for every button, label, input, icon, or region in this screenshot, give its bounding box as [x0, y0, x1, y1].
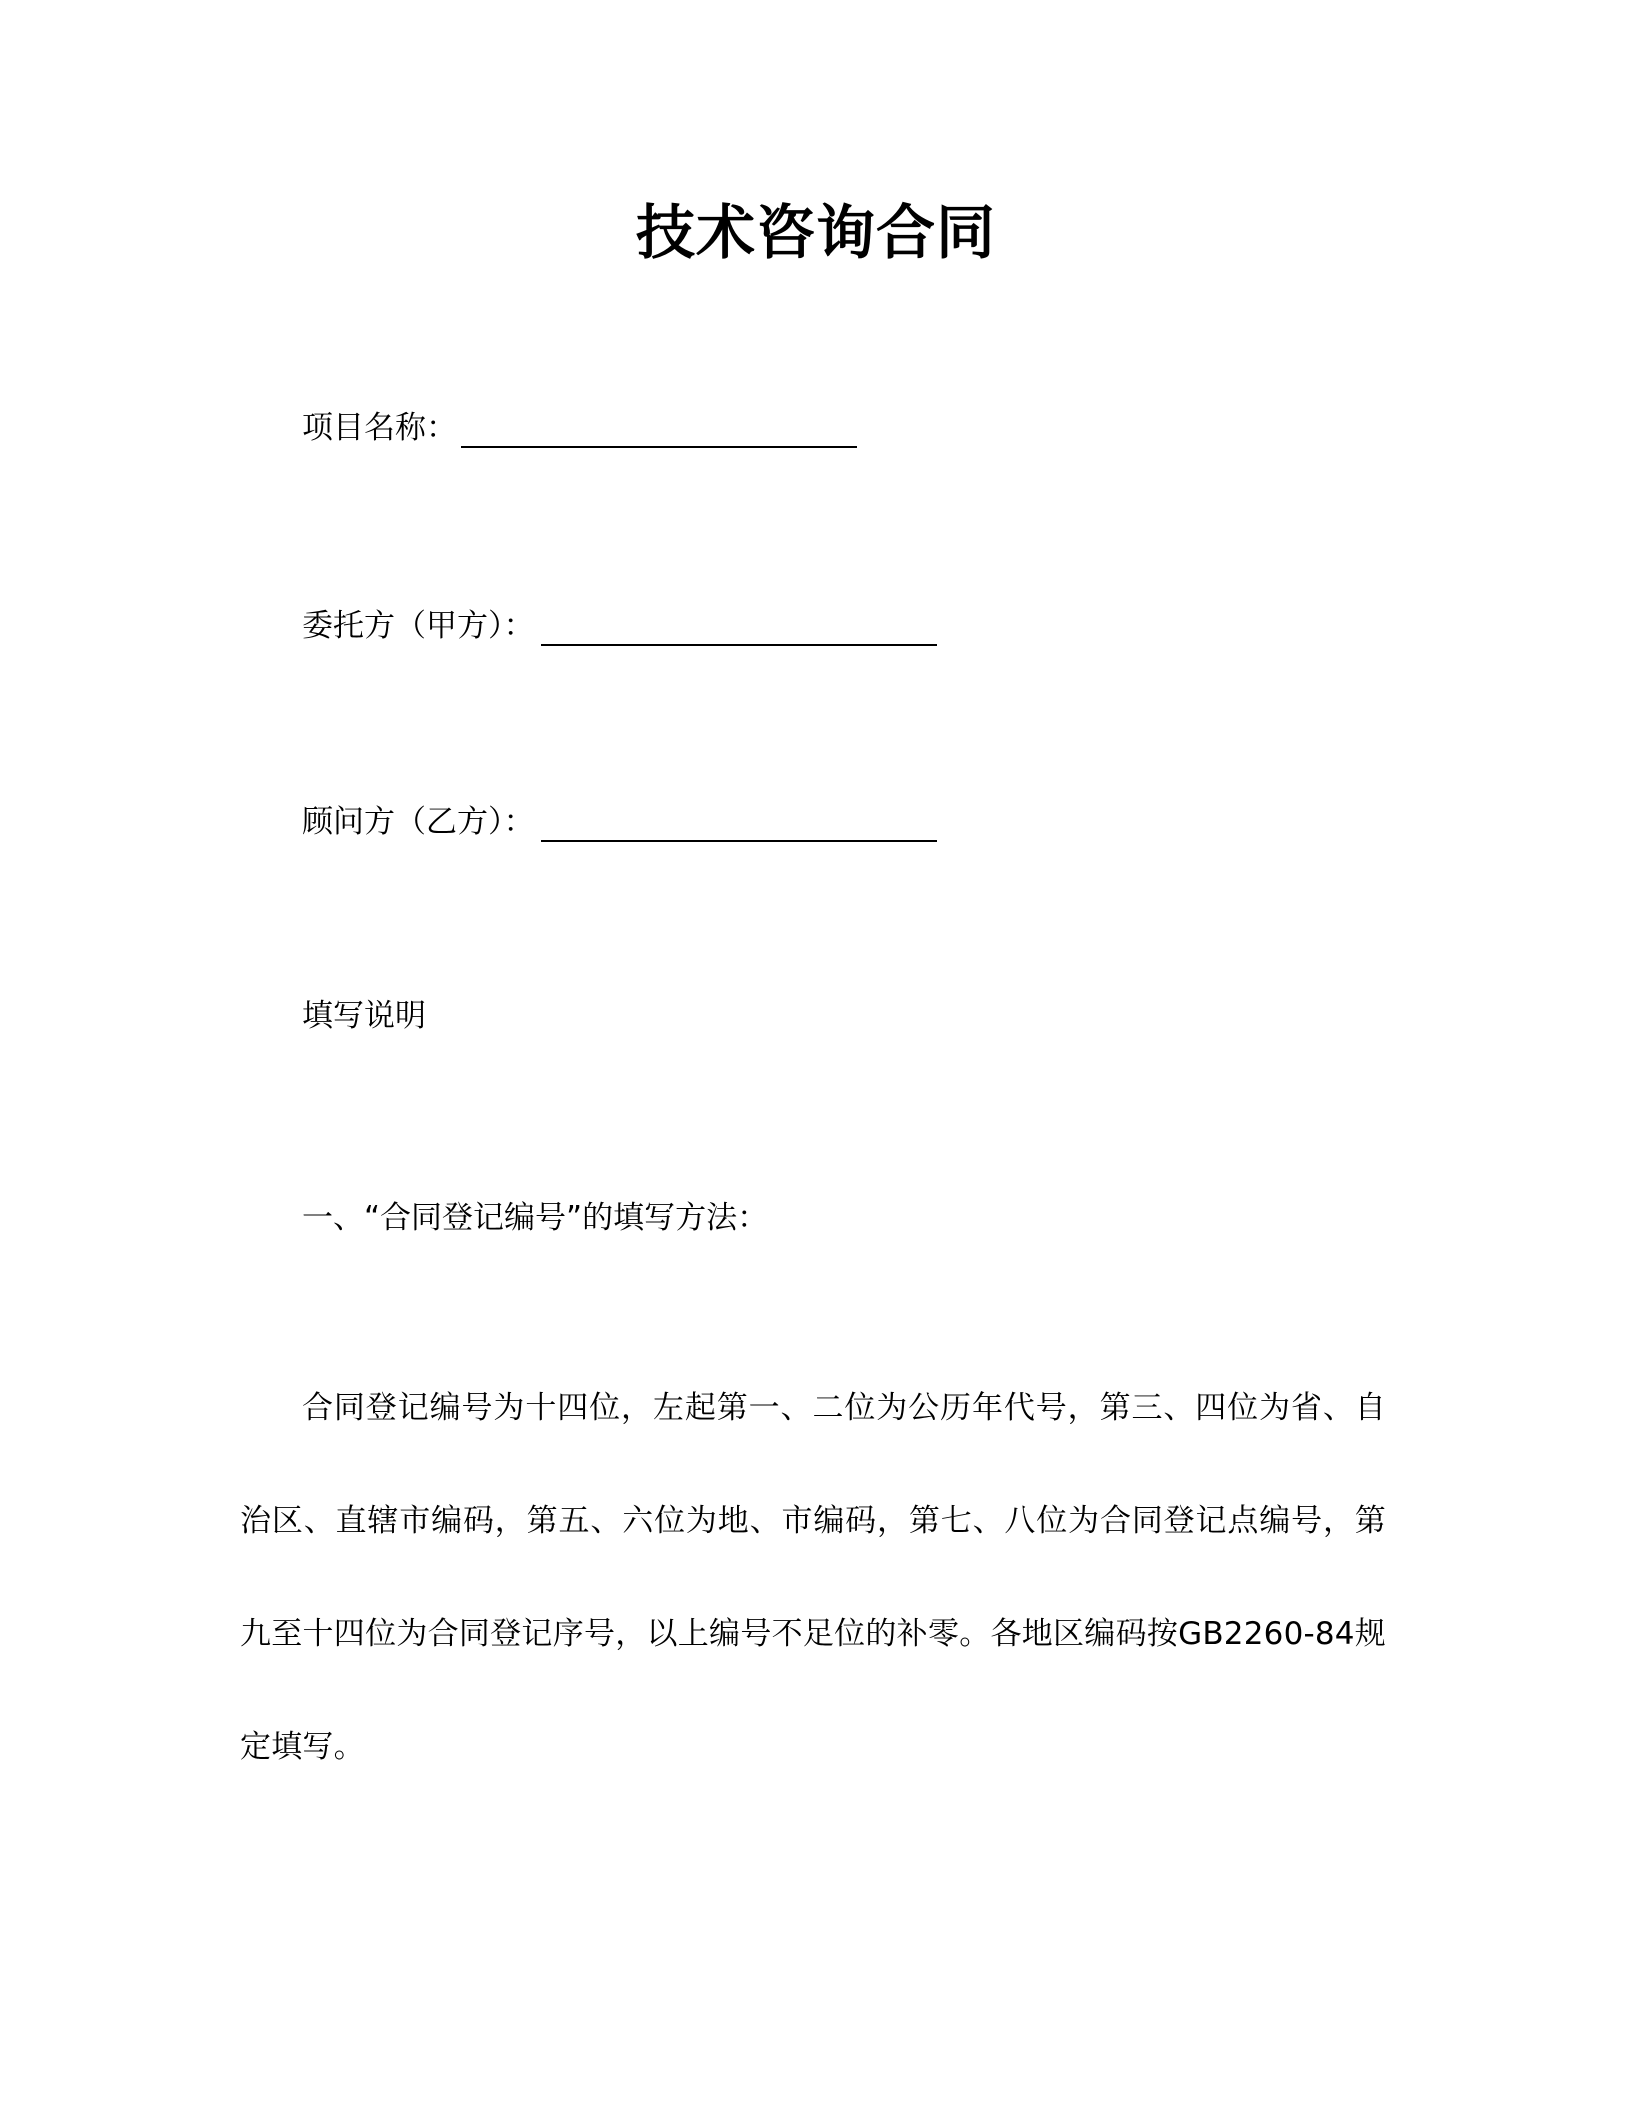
- section-one-body: 合同登记编号为十四位，左起第一、二位为公历年代号，第三、四位为省、自治区、直辖市编码，第五、六位为地、市编码，第七、八位为合同登记点编号，第九至十四位为合同登记序号，以上编号不足位的补零。各地区编码按GB2260-84规定填写。: [240, 1390, 1386, 1765]
- consultant-blank-line[interactable]: [541, 806, 937, 842]
- project-name-label: 项目名称：: [302, 410, 457, 446]
- client-label: 委托方（甲方）：: [302, 608, 535, 644]
- consultant-field: [302, 792, 937, 842]
- client-field: [302, 596, 937, 646]
- project-name-field: [302, 398, 857, 448]
- section-one-heading: 一、“合同登记编号”的填写方法：: [302, 1200, 769, 1236]
- consultant-label: 顾问方（乙方）：: [302, 804, 535, 840]
- page-title: 技术咨询合同: [635, 198, 996, 267]
- client-blank-line[interactable]: [541, 610, 937, 646]
- project-name-blank-line[interactable]: [461, 412, 857, 448]
- instructions-heading: 填写说明: [302, 998, 426, 1034]
